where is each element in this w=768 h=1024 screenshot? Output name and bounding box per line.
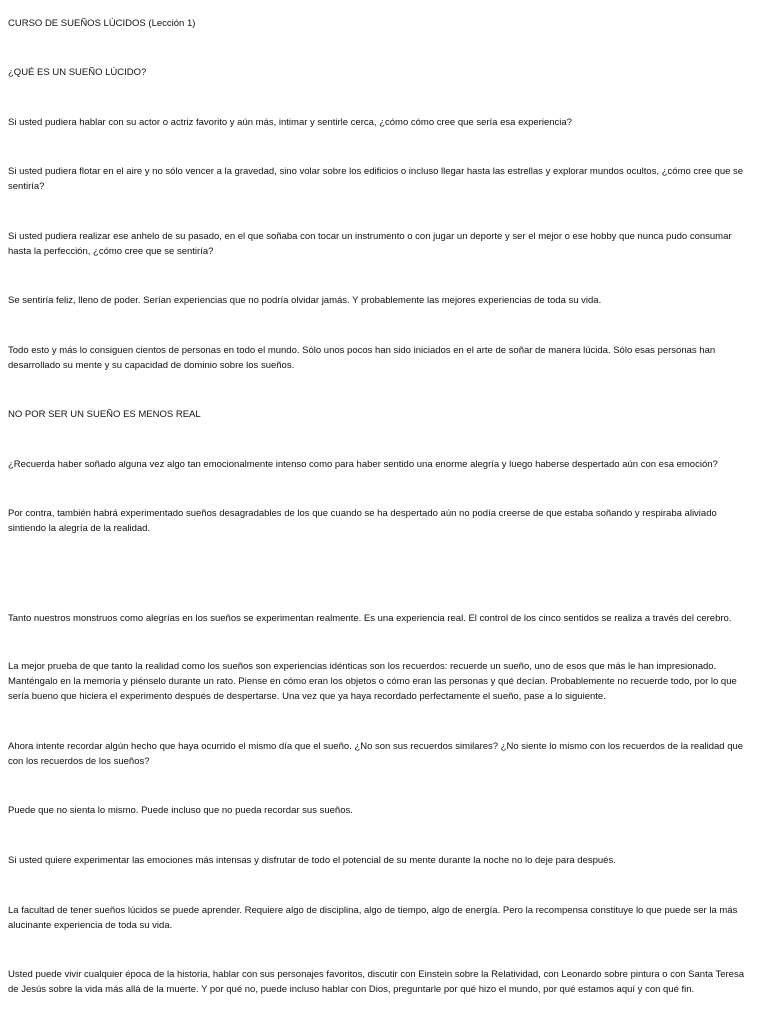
paragraph-12: Si usted quiere experimentar las emociones más intensas y disfrutar de todo el potencial de su mente durante la noche no lo deje para después. [8, 855, 616, 866]
paragraph-3: Si usted pudiera realizar ese anhelo de su pasado, en el que soñaba con tocar un instrumento o con jugar un deporte y ser el mejor o ese hobby que nunca pudo consumar hasta la perfección, ¿cómo cree que se sentiría? [8, 231, 732, 257]
paragraph-8: Tanto nuestros monstruos como alegrías en los sueños se experimentan realmente. Es una experiencia real. El control de los cinco sentidos se realiza a través del cerebro. [8, 613, 732, 624]
paragraph-6: ¿Recuerda haber soñado alguna vez algo tan emocionalmente intenso como para haber sentido una enorme alegría y luego haberse despertado aún con esa emoción? [8, 459, 718, 470]
section-heading-not-less-real: NO POR SER UN SUEÑO ES MENOS REAL [8, 409, 201, 420]
paragraph-13: La facultad de tener sueños lúcidos se puede aprender. Requiere algo de disciplina, algo de tiempo, algo de energía. Pero la recompensa constituye lo que puede ser la más alucinante experiencia de toda su vida. [8, 905, 738, 931]
paragraph-11: Puede que no sienta lo mismo. Puede incluso que no pueda recordar sus sueños. [8, 805, 353, 816]
paragraph-1: Si usted pudiera hablar con su actor o actriz favorito y aún más, intimar y sentirle cerca, ¿cómo cómo cree que sería esa experiencia? [8, 117, 572, 128]
paragraph-2: Si usted pudiera flotar en el aire y no sólo vencer a la gravedad, sino volar sobre los edificios o incluso llegar hasta las estrellas y explorar mundos ocultos, ¿cómo cree que se sentiría? [8, 166, 744, 192]
paragraph-10: Ahora intente recordar algún hecho que haya ocurrido el mismo día que el sueño. ¿No son sus recuerdos similares? ¿No siente lo mismo con los recuerdos de la realidad que con los recuerdos de los sueños? [8, 741, 744, 767]
paragraph-14: Usted puede vivir cualquier época de la historia, hablar con sus personajes favoritos, discutir con Einstein sobre la Relatividad, con Leonardo sobre pintura o con Santa Teresa de Jesús sobre la vida más allá de la muerte. Y por qué no, puede incluso hablar con Dios, preguntarle por qué hizo el mundo, por qué estamos aquí y con qué fin. [8, 969, 744, 995]
document-title: CURSO DE SUEÑOS LÚCIDOS (Lección 1) [8, 18, 196, 29]
paragraph-7: Por contra, también habrá experimentado sueños desagradables de los que cuando se ha despertado aún no podía creerse de que estaba soñando y respiraba aliviado sintiendo la alegría de la realidad. [8, 508, 717, 534]
paragraph-4: Se sentiría feliz, lleno de poder. Serían experiencias que no podría olvidar jamás. Y probablemente las mejores experiencias de toda su vida. [8, 295, 602, 306]
paragraph-9: La mejor prueba de que tanto la realidad como los sueños son experiencias idénticas son los recuerdos: recuerde un sueño, uno de esos que más le han impresionado. Manténgalo en la memoria y piénselo durante un rato. Piense en cómo eran los objetos o cómo eran las personas y qué decían. Probablemente no recuerde todo, por lo que sería bueno que hiciera el experimento después de despertarse. Una vez que ya haya recordado perfectamente el sueño, pase a lo siguiente. [8, 661, 737, 702]
section-heading-what-is: ¿QUÉ ES UN SUEÑO LÚCIDO? [8, 67, 147, 78]
paragraph-5: Todo esto y más lo consiguen cientos de personas en todo el mundo. Sólo unos pocos han sido iniciados en el arte de soñar de manera lúcida. Sólo esas personas han desarrollado su mente y su capacidad de dominio sobre los sueños. [8, 345, 716, 371]
